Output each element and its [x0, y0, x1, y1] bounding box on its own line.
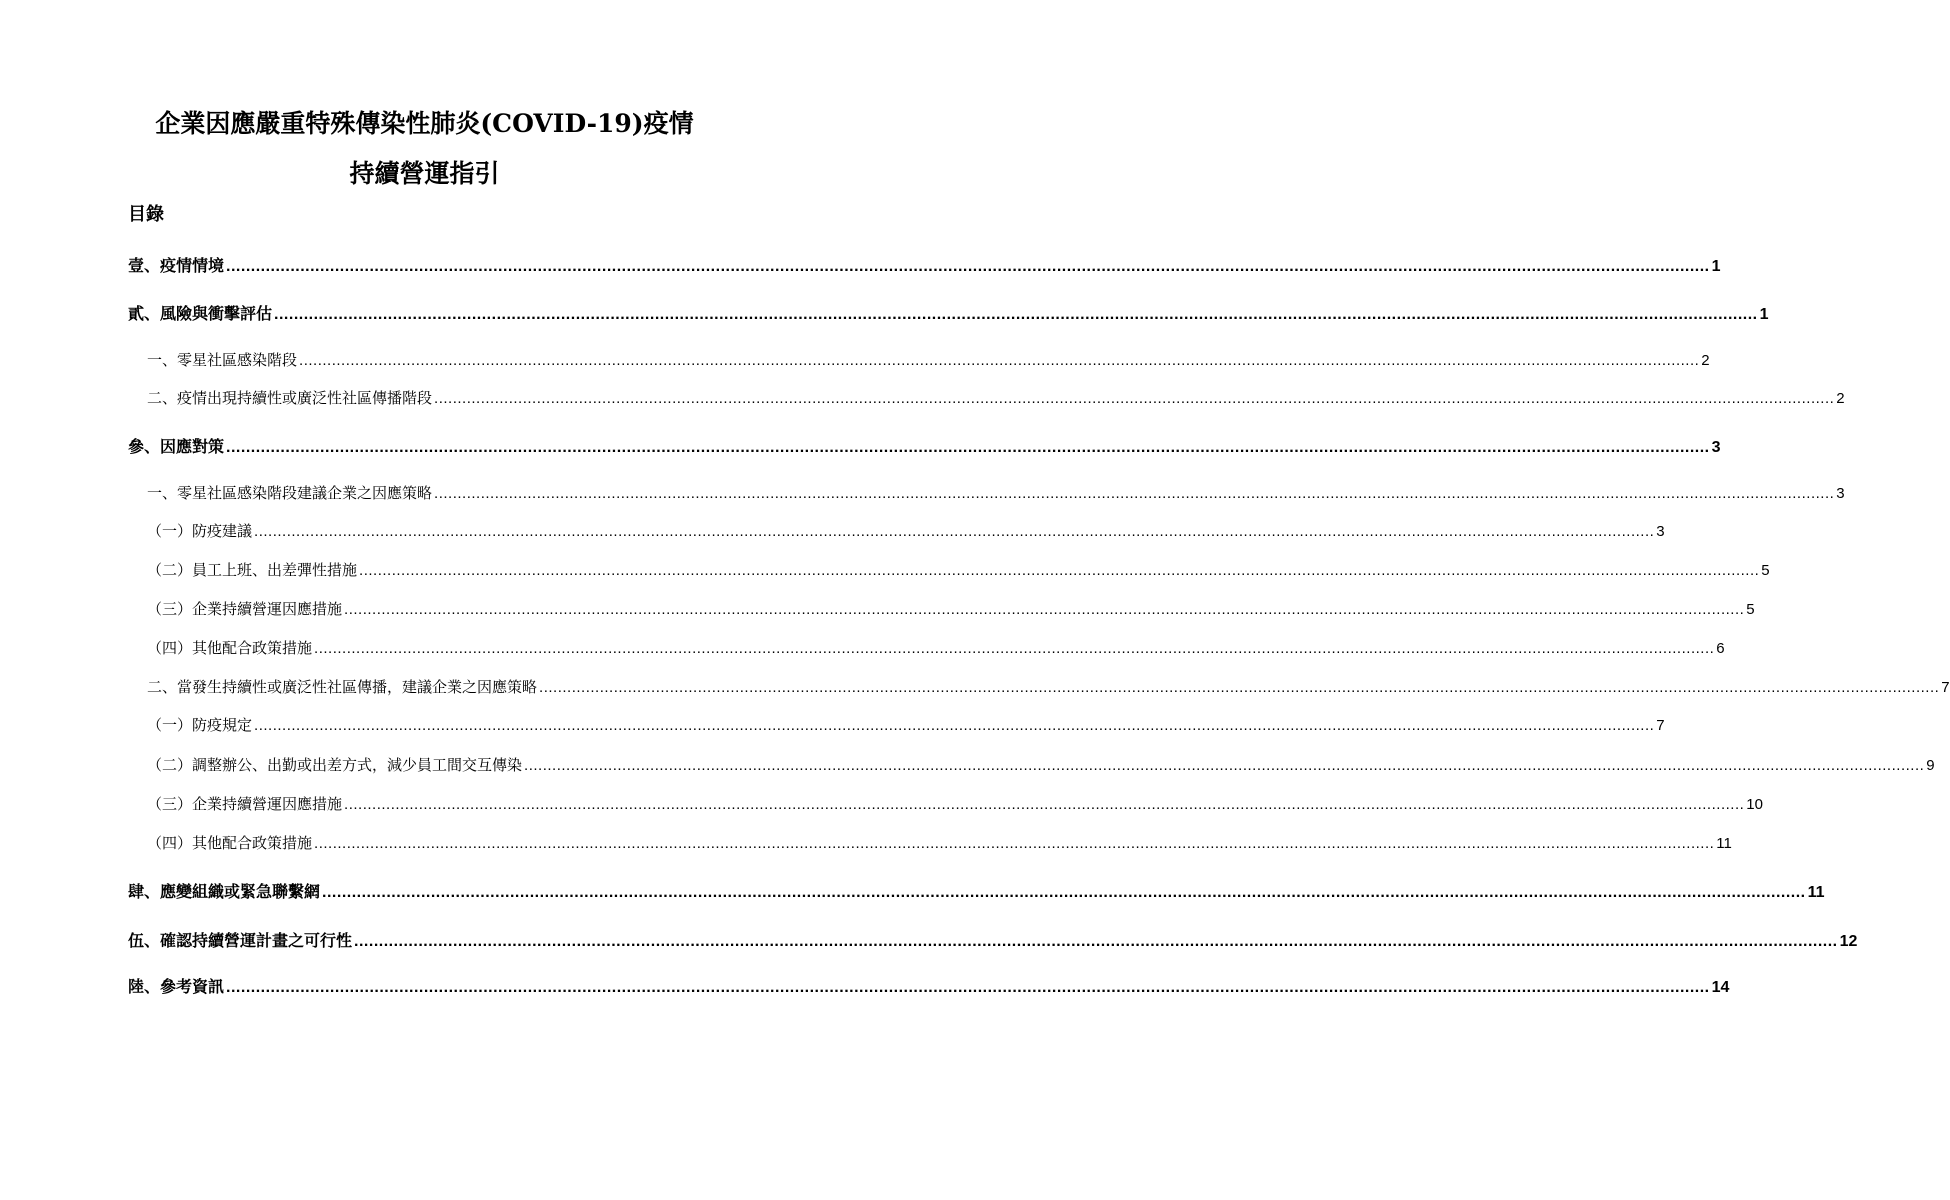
- toc-entry-number: 伍、: [128, 931, 161, 950]
- toc-entry-title: 因應對策: [160, 437, 225, 456]
- toc-entry-page: 11: [1807, 884, 1825, 901]
- toc-entry-page: 14: [1711, 979, 1730, 996]
- toc-entry-page: 3: [1836, 485, 1845, 502]
- toc-entry[interactable]: [147, 754, 1935, 775]
- toc-leader-dots: ............................................................................................................................................................................................................................................................................................................: [344, 796, 1745, 813]
- toc-leader-dots: ............................................................................................................................................................................................................................................................................................................: [314, 640, 1715, 657]
- toc-entry-title: 防疫規定: [192, 716, 253, 734]
- toc-entry-title: 企業持續營運因應措施: [192, 600, 343, 618]
- toc-entry-page: 3: [1656, 523, 1665, 540]
- toc-entry-number: （二）: [147, 756, 193, 774]
- toc-entry[interactable]: [128, 974, 1730, 997]
- toc-entry-title: 應變組織或緊急聯繫網: [160, 882, 321, 901]
- toc-entry-page: 1: [1759, 306, 1769, 323]
- toc-entry[interactable]: [128, 434, 1721, 457]
- toc-leader-dots: ............................................................................................................................................................................................................................................................................................................: [254, 523, 1655, 540]
- toc-entry-number: 壹、: [128, 256, 161, 275]
- toc-entry-page: 5: [1761, 562, 1770, 579]
- toc-entry-page: 12: [1839, 933, 1858, 950]
- toc-entry-number: （一）: [147, 716, 193, 734]
- toc-entry-page: 7: [1656, 717, 1665, 734]
- toc-entry[interactable]: [147, 520, 1665, 541]
- toc-entry-number: 一、: [147, 351, 178, 369]
- toc-entry-title: 調整辦公、出勤或出差方式，減少員工間交互傳染: [192, 756, 523, 774]
- toc-entry[interactable]: [128, 879, 1825, 902]
- toc-entry[interactable]: [147, 637, 1725, 658]
- toc-entry-title: 疫情出現持續性或廣泛性社區傳播階段: [177, 389, 433, 407]
- toc-heading: 目錄: [128, 204, 164, 225]
- toc-entry-number: （三）: [147, 600, 193, 618]
- toc-entry-title: 疫情情境: [160, 256, 225, 275]
- toc-entry-page: 7: [1941, 679, 1950, 696]
- toc-entry-page: 9: [1926, 757, 1935, 774]
- toc-leader-dots: ............................................................................................................................................................................................................................................................................................................: [344, 601, 1745, 618]
- toc-entry[interactable]: [147, 598, 1755, 619]
- toc-leader-dots: ............................................................................................................................................................................................................................................................................................................: [226, 979, 1710, 996]
- toc-entry-title: 風險與衝擊評估: [160, 304, 273, 323]
- toc-leader-dots: ............................................................................................................................................................................................................................................................................................................: [226, 258, 1710, 275]
- toc-leader-dots: ............................................................................................................................................................................................................................................................................................................: [359, 562, 1760, 579]
- toc-entry[interactable]: [147, 559, 1770, 580]
- toc-entry-page: 10: [1746, 796, 1763, 813]
- toc-entry-number: （一）: [147, 522, 193, 540]
- toc-leader-dots: ............................................................................................................................................................................................................................................................................................................: [434, 390, 1835, 407]
- toc-entry-number: 二、: [147, 678, 178, 696]
- toc-entry-number: 參、: [128, 437, 161, 456]
- toc-entry[interactable]: [128, 928, 1858, 951]
- toc-entry-title: 當發生持續性或廣泛性社區傳播，建議企業之因應策略: [177, 678, 538, 696]
- toc-entry[interactable]: [147, 482, 1845, 503]
- toc-leader-dots: ............................................................................................................................................................................................................................................................................................................: [434, 485, 1835, 502]
- toc-leader-dots: ............................................................................................................................................................................................................................................................................................................: [274, 306, 1758, 323]
- toc-entry-page: 5: [1746, 601, 1755, 618]
- toc-entry-page: 1: [1711, 258, 1721, 275]
- toc-leader-dots: ............................................................................................................................................................................................................................................................................................................: [539, 679, 1940, 696]
- toc-entry[interactable]: [128, 301, 1769, 324]
- toc-entry-title: 防疫建議: [192, 522, 253, 540]
- toc-entry-number: 陸、: [128, 977, 161, 996]
- toc-entry-number: 貳、: [128, 304, 161, 323]
- toc-entry-number: （四）: [147, 639, 193, 657]
- toc-entry-number: 二、: [147, 389, 178, 407]
- toc-entry-title: 其他配合政策措施: [192, 834, 313, 852]
- toc-leader-dots: ............................................................................................................................................................................................................................................................................................................: [322, 884, 1806, 901]
- toc-entry-page: 2: [1701, 352, 1710, 369]
- toc-entry[interactable]: [147, 387, 1845, 408]
- toc-leader-dots: ............................................................................................................................................................................................................................................................................................................: [314, 835, 1715, 852]
- toc-entry-page: 6: [1716, 640, 1725, 657]
- toc-entry-number: （四）: [147, 834, 193, 852]
- toc-entry-title: 其他配合政策措施: [192, 639, 313, 657]
- toc-entry[interactable]: [147, 349, 1710, 370]
- toc-entry-title: 企業持續營運因應措施: [192, 795, 343, 813]
- toc-entry-title: 員工上班、出差彈性措施: [192, 561, 358, 579]
- toc-entry-number: （三）: [147, 795, 193, 813]
- toc-entry-number: 一、: [147, 484, 178, 502]
- toc-leader-dots: ............................................................................................................................................................................................................................................................................................................: [354, 933, 1838, 950]
- toc-entry-title: 確認持續營運計畫之可行性: [160, 931, 353, 950]
- toc-entry-number: 肆、: [128, 882, 161, 901]
- toc-leader-dots: ............................................................................................................................................................................................................................................................................................................: [254, 717, 1655, 734]
- toc-entry[interactable]: [147, 832, 1732, 853]
- toc-entry-page: 2: [1836, 390, 1845, 407]
- document-title-line1: 企業因應嚴重特殊傳染性肺炎(COVID-19)疫情: [155, 109, 694, 138]
- toc-entry-title: 零星社區感染階段: [177, 351, 298, 369]
- toc-entry[interactable]: [147, 793, 1763, 814]
- document-title-line2: 持續營運指引: [349, 159, 500, 188]
- toc-entry[interactable]: [128, 253, 1721, 276]
- toc-entry-page: 3: [1711, 439, 1721, 456]
- toc-entry[interactable]: [147, 714, 1665, 735]
- toc-entry-title: 零星社區感染階段建議企業之因應策略: [177, 484, 433, 502]
- toc-leader-dots: ............................................................................................................................................................................................................................................................................................................: [524, 757, 1925, 774]
- toc-leader-dots: ............................................................................................................................................................................................................................................................................................................: [226, 439, 1710, 456]
- toc-entry-page: 11: [1716, 835, 1732, 852]
- toc-entry-number: （二）: [147, 561, 193, 579]
- toc-leader-dots: ............................................................................................................................................................................................................................................................................................................: [299, 352, 1700, 369]
- toc-entry[interactable]: [147, 676, 1950, 697]
- toc-entry-title: 參考資訊: [160, 977, 225, 996]
